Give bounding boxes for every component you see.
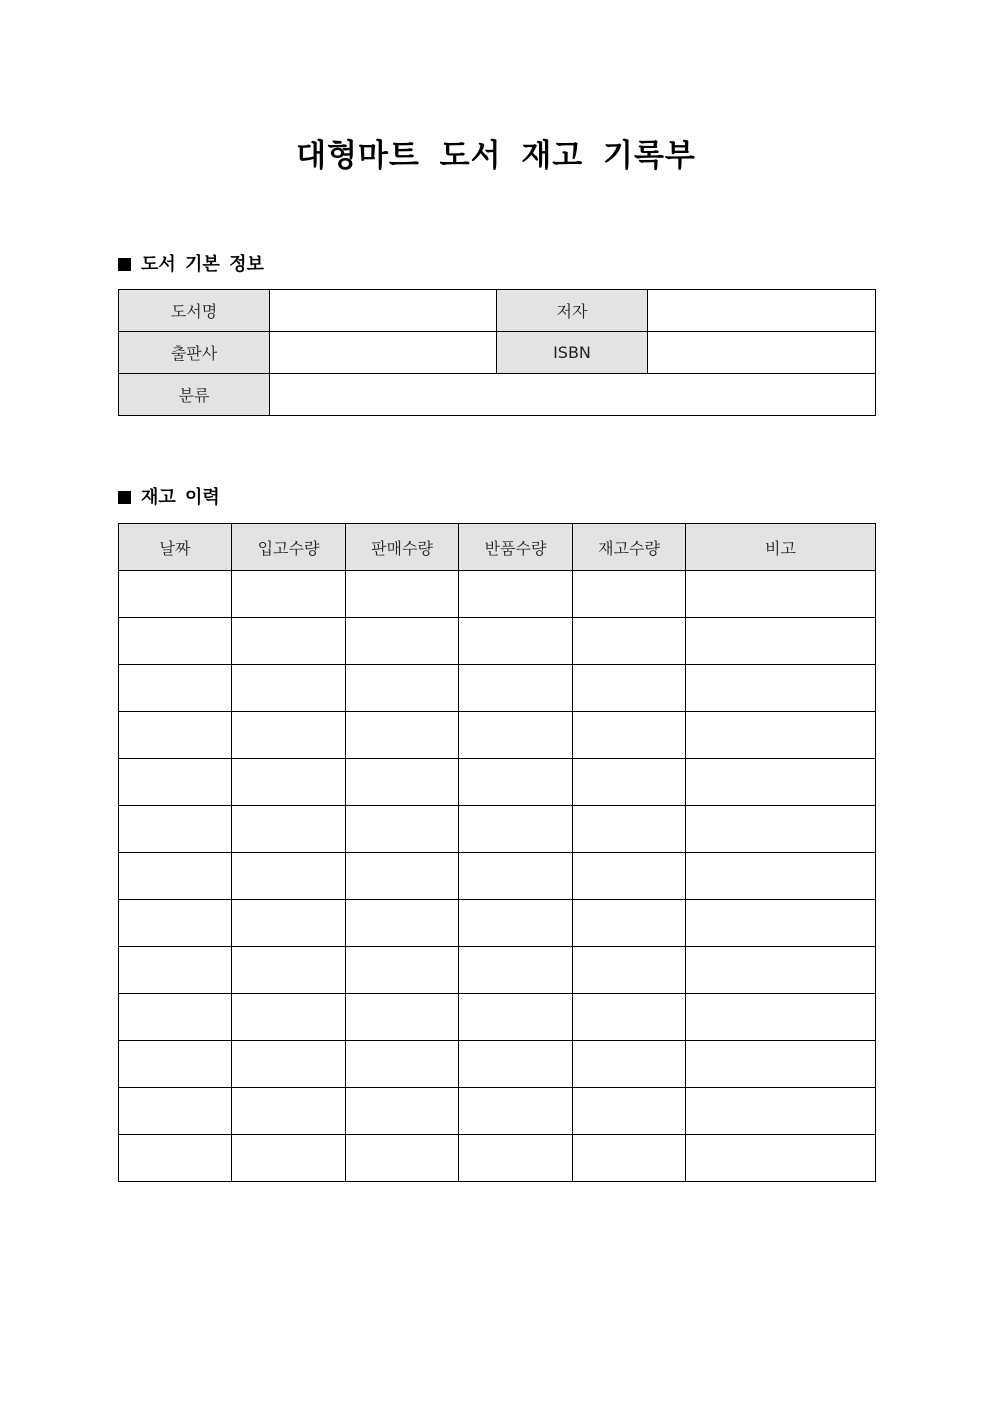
cell-remarks[interactable] (686, 712, 876, 759)
cell-stock-qty[interactable] (573, 618, 686, 665)
cell-remarks[interactable] (686, 806, 876, 853)
cell-sales-qty[interactable] (346, 665, 459, 712)
cell-incoming-qty[interactable] (232, 571, 346, 618)
cell-date[interactable] (119, 618, 232, 665)
label-publisher: 출판사 (119, 332, 270, 374)
label-category: 분류 (119, 374, 270, 416)
table-row (119, 900, 876, 947)
cell-remarks[interactable] (686, 900, 876, 947)
cell-remarks[interactable] (686, 1088, 876, 1135)
square-bullet-icon (118, 258, 131, 271)
cell-return-qty[interactable] (459, 994, 573, 1041)
table-row (119, 290, 876, 332)
cell-incoming-qty[interactable] (232, 712, 346, 759)
section-heading-basic-info (118, 253, 264, 277)
cell-return-qty[interactable] (459, 759, 573, 806)
table-row (119, 712, 876, 759)
section-heading-text: 재고 이력 (141, 487, 220, 508)
cell-return-qty[interactable] (459, 900, 573, 947)
label-author: 저자 (497, 290, 648, 332)
cell-stock-qty[interactable] (573, 571, 686, 618)
cell-sales-qty[interactable] (346, 1135, 459, 1182)
cell-incoming-qty[interactable] (232, 900, 346, 947)
field-title[interactable] (270, 290, 497, 332)
column-header-sales-qty: 판매수량 (346, 524, 459, 571)
cell-incoming-qty[interactable] (232, 1088, 346, 1135)
table-row (119, 571, 876, 618)
cell-remarks[interactable] (686, 759, 876, 806)
table-row (119, 806, 876, 853)
cell-incoming-qty[interactable] (232, 618, 346, 665)
cell-sales-qty[interactable] (346, 947, 459, 994)
cell-sales-qty[interactable] (346, 759, 459, 806)
table-row (119, 994, 876, 1041)
field-publisher[interactable] (270, 332, 497, 374)
field-category[interactable] (270, 374, 876, 416)
cell-sales-qty[interactable] (346, 571, 459, 618)
cell-return-qty[interactable] (459, 853, 573, 900)
cell-sales-qty[interactable] (346, 994, 459, 1041)
cell-return-qty[interactable] (459, 806, 573, 853)
cell-stock-qty[interactable] (573, 1041, 686, 1088)
cell-return-qty[interactable] (459, 1088, 573, 1135)
cell-return-qty[interactable] (459, 618, 573, 665)
field-author[interactable] (648, 290, 876, 332)
cell-remarks[interactable] (686, 947, 876, 994)
cell-remarks[interactable] (686, 1041, 876, 1088)
table-row (119, 665, 876, 712)
page-title: 대형마트 도서 재고 기록부 (296, 138, 696, 174)
stock-history-body (119, 571, 876, 1182)
cell-stock-qty[interactable] (573, 665, 686, 712)
cell-return-qty[interactable] (459, 665, 573, 712)
column-header-incoming-qty: 입고수량 (232, 524, 346, 571)
cell-stock-qty[interactable] (573, 712, 686, 759)
cell-sales-qty[interactable] (346, 853, 459, 900)
cell-remarks[interactable] (686, 665, 876, 712)
table-header-row (119, 524, 876, 571)
cell-stock-qty[interactable] (573, 1088, 686, 1135)
book-info-table (118, 289, 876, 416)
cell-incoming-qty[interactable] (232, 994, 346, 1041)
table-row (119, 1135, 876, 1182)
cell-return-qty[interactable] (459, 571, 573, 618)
cell-stock-qty[interactable] (573, 994, 686, 1041)
cell-sales-qty[interactable] (346, 712, 459, 759)
table-row (119, 853, 876, 900)
cell-date[interactable] (119, 900, 232, 947)
cell-sales-qty[interactable] (346, 900, 459, 947)
cell-sales-qty[interactable] (346, 618, 459, 665)
table-row (119, 1088, 876, 1135)
cell-sales-qty[interactable] (346, 806, 459, 853)
cell-incoming-qty[interactable] (232, 1135, 346, 1182)
cell-return-qty[interactable] (459, 1135, 573, 1182)
column-header-remarks: 비고 (686, 524, 876, 571)
field-isbn[interactable] (648, 332, 876, 374)
cell-incoming-qty[interactable] (232, 665, 346, 712)
cell-sales-qty[interactable] (346, 1088, 459, 1135)
cell-date[interactable] (119, 1135, 232, 1182)
cell-date[interactable] (119, 947, 232, 994)
table-row (119, 374, 876, 416)
cell-date[interactable] (119, 1041, 232, 1088)
cell-date[interactable] (119, 712, 232, 759)
cell-stock-qty[interactable] (573, 947, 686, 994)
cell-date[interactable] (119, 759, 232, 806)
cell-remarks[interactable] (686, 571, 876, 618)
cell-stock-qty[interactable] (573, 1135, 686, 1182)
cell-stock-qty[interactable] (573, 853, 686, 900)
table-row (119, 618, 876, 665)
cell-remarks[interactable] (686, 1135, 876, 1182)
column-header-date: 날짜 (119, 524, 232, 571)
cell-stock-qty[interactable] (573, 900, 686, 947)
cell-remarks[interactable] (686, 853, 876, 900)
cell-date[interactable] (119, 571, 232, 618)
cell-stock-qty[interactable] (573, 806, 686, 853)
cell-return-qty[interactable] (459, 1041, 573, 1088)
column-header-stock-qty: 재고수량 (573, 524, 686, 571)
cell-incoming-qty[interactable] (232, 853, 346, 900)
cell-incoming-qty[interactable] (232, 759, 346, 806)
cell-incoming-qty[interactable] (232, 947, 346, 994)
cell-incoming-qty[interactable] (232, 806, 346, 853)
section-heading-stock-history (118, 486, 220, 510)
table-row (119, 332, 876, 374)
cell-remarks[interactable] (686, 618, 876, 665)
cell-date[interactable] (119, 853, 232, 900)
section-heading-text: 도서 기본 정보 (141, 254, 264, 275)
cell-date[interactable] (119, 806, 232, 853)
cell-incoming-qty[interactable] (232, 1041, 346, 1088)
square-bullet-icon (118, 491, 131, 504)
table-row (119, 947, 876, 994)
cell-return-qty[interactable] (459, 947, 573, 994)
cell-return-qty[interactable] (459, 712, 573, 759)
table-row (119, 1041, 876, 1088)
table-row (119, 759, 876, 806)
column-header-return-qty: 반품수량 (459, 524, 573, 571)
cell-stock-qty[interactable] (573, 759, 686, 806)
cell-date[interactable] (119, 994, 232, 1041)
cell-date[interactable] (119, 665, 232, 712)
label-title: 도서명 (119, 290, 270, 332)
label-isbn: ISBN (497, 332, 648, 374)
cell-remarks[interactable] (686, 994, 876, 1041)
stock-history-table (118, 523, 876, 1182)
cell-sales-qty[interactable] (346, 1041, 459, 1088)
cell-date[interactable] (119, 1088, 232, 1135)
